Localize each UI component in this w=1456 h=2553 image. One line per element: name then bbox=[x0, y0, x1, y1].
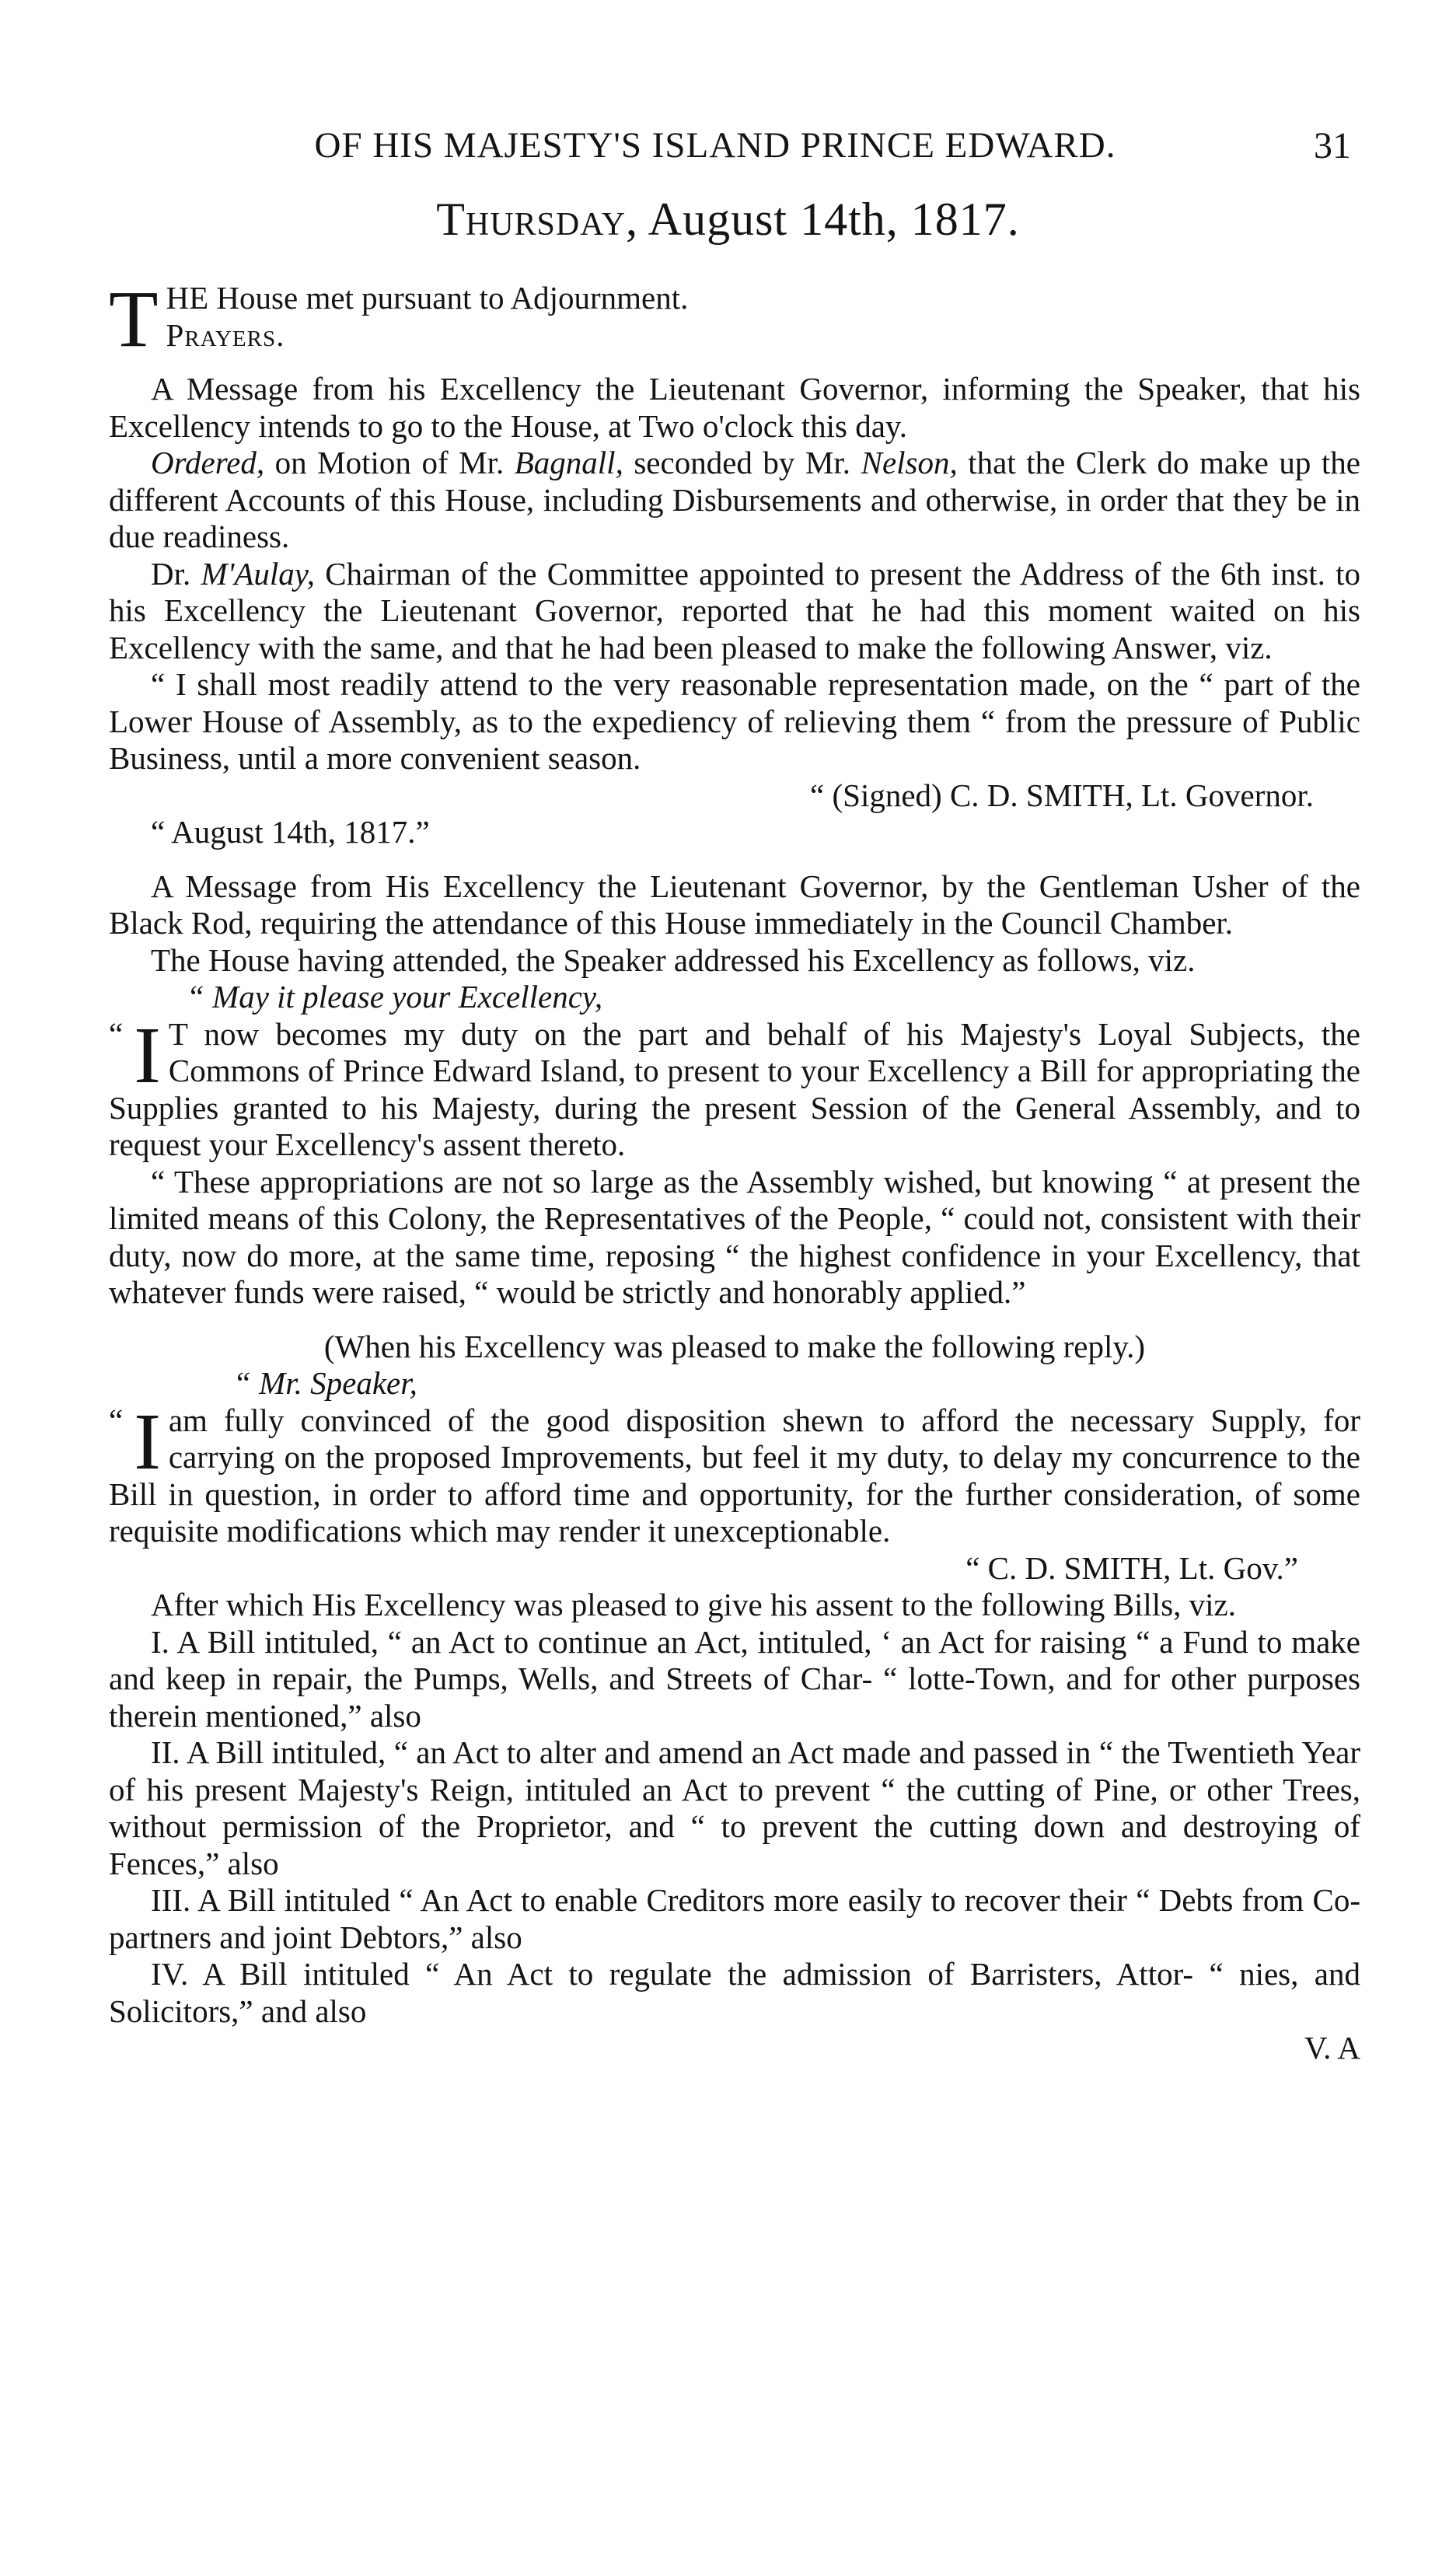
black-rod-paragraph: A Message from His Excellency the Lieutenant Governor, by the Gentleman Usher of the Black Rod, requiring the attendance of this House immediately in the Council Chamber. bbox=[109, 868, 1360, 941]
bill-4: IV. A Bill intituled “ An Act to regulate the admission of Barristers, Attor- “ nies, and Solicitors,” and also bbox=[109, 1956, 1360, 2029]
speech-quote: “ bbox=[109, 1015, 124, 1052]
seconder-name: Nelson, bbox=[861, 445, 958, 480]
page-number: 31 bbox=[1314, 125, 1351, 166]
mover-name: Bagnall, bbox=[514, 445, 623, 480]
speech-drop-cap: I bbox=[134, 1015, 161, 1100]
reply-paragraph bbox=[109, 1402, 1360, 1550]
message-paragraph: A Message from his Excellency the Lieutenant Governor, informing the Speaker, that his Excellency intends to go to the House, at Two o'clock this day. bbox=[109, 371, 1360, 444]
running-head: OF HIS MAJESTY'S ISLAND PRINCE EDWARD. bbox=[314, 125, 1116, 166]
speech-text: T now becomes my duty on the part and behalf of his Majesty's Loyal Subjects, the Commons of Prince Edward Island, to present to your Excellency a Bill for appropriating the Supplies granted to his Majesty, during the present Session of the General Assembly, and to request your Excellency's assent thereto. bbox=[109, 1015, 1360, 1162]
dateline bbox=[0, 193, 1456, 246]
drop-cap: T bbox=[109, 280, 159, 354]
ordered-paragraph bbox=[109, 445, 1360, 556]
dateline-date: August 14th, 1817. bbox=[648, 194, 1020, 245]
speaker-paragraph: The House having attended, the Speaker addressed his Excellency as follows, viz. bbox=[151, 941, 1196, 978]
ordered-text-a: on Motion of Mr. bbox=[264, 445, 515, 480]
reply-drop-cap: I bbox=[134, 1402, 161, 1486]
committee-chair-name: M'Aulay, bbox=[201, 555, 315, 592]
prayers-line: Prayers. bbox=[166, 316, 285, 353]
bill-2: II. A Bill intituled, “ an Act to alter and amend an Act made and passed in “ the Twentieth Year of his present Majesty's Reign, intituled an Act to prevent “ the cutting of Pine, or other Trees, without permission of the Proprietor, and “ to prevent the cutting down and destroying of Fences,” also bbox=[109, 1734, 1360, 1881]
speech-paragraph bbox=[109, 1016, 1360, 1164]
assent-paragraph: After which His Excellency was pleased to give his assent to the following Bills, viz. bbox=[151, 1587, 1236, 1622]
committee-text: Chairman of the Committee appointed to present the Address of the 6th inst. to his Excellency the Lieutenant Governor, reported that he had this moment waited on his Excellency with the same, and that he had been pleased to make the following Answer, viz. bbox=[109, 555, 1361, 665]
bill-3: III. A Bill intituled “ An Act to enable Creditors more easily to recover their “ Debts from Co-partners and joint Debtors,” also bbox=[109, 1882, 1360, 1955]
opening-line: HE House met pursuant to Adjournment. bbox=[166, 280, 689, 316]
committee-paragraph bbox=[109, 556, 1360, 667]
governor-answer: “ I shall most readily attend to the very reasonable representation made, on the “ part of the Lower House of Assembly, as to the expediency of relieving them “ from the pressure of Public Business, until a more convenient season. bbox=[109, 666, 1360, 776]
reply-signature: “ C. D. SMITH, Lt. Gov.” bbox=[965, 1549, 1298, 1586]
answer-signature: “ (Signed) C. D. SMITH, Lt. Governor. bbox=[810, 777, 1314, 813]
ordered-text-c: that the Clerk do make up the different Accounts of this House, including Disbursements and otherwise, in order that they be in due readiness. bbox=[109, 445, 1360, 554]
catchword: V. A bbox=[1304, 2030, 1360, 2066]
speech-salutation: “ May it please your Excellency, bbox=[187, 979, 603, 1015]
reply-text: am fully convinced of the good disposition shewn to afford the necessary Supply, for carrying on the proposed Improvements, but feel it my duty, to delay my concurrence to the Bill in question, in order to afford time and opportunity, for the further consideration, of some requisite modifications which may render it unexceptionable. bbox=[109, 1402, 1360, 1549]
answer-date: “ August 14th, 1817.” bbox=[151, 814, 430, 850]
reply-salutation: “ Mr. Speaker, bbox=[233, 1365, 417, 1401]
committee-dr: Dr. bbox=[151, 555, 201, 592]
ordered-word: Ordered, bbox=[151, 445, 265, 480]
opening-paragraph bbox=[109, 280, 1360, 354]
reply-quote: “ bbox=[109, 1402, 124, 1438]
journal-body bbox=[109, 280, 1360, 2067]
dateline-day: Thursday, bbox=[436, 194, 639, 245]
ordered-text-b: seconded by Mr. bbox=[623, 445, 861, 480]
speech-text-continued: “ These appropriations are not so large as the Assembly wished, but knowing “ at present the limited means of this Colony, the Representatives of the People, “ could not, consistent with their duty, now do more, at the same time, reposing “ the highest confidence in your Excellency, that whatever funds were raised, “ would be strictly and honorably applied.” bbox=[109, 1163, 1360, 1310]
reply-intro: (When his Excellency was pleased to make the following reply.) bbox=[323, 1328, 1146, 1364]
bill-1: I. A Bill intituled, “ an Act to continue an Act, intituled, ‘ an Act for raising “ a Fund to make and keep in repair, the Pumps, Wells, and Streets of Char- “ lotte-Town, and for other purposes therein mentioned,” also bbox=[109, 1623, 1360, 1734]
